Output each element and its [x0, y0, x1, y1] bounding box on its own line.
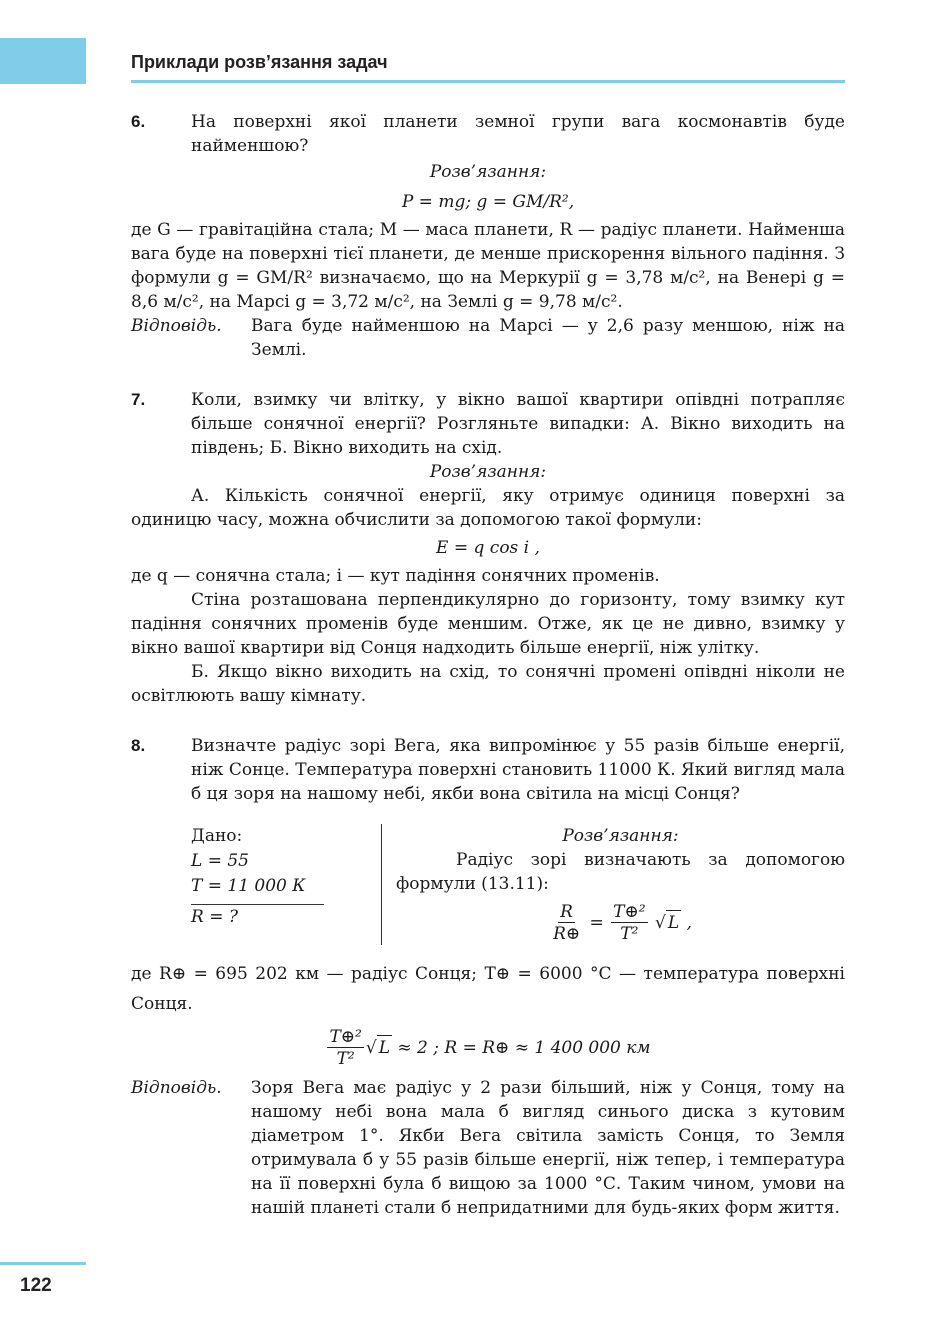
- given-column: [131, 824, 382, 945]
- root-icon: √: [654, 913, 666, 933]
- fraction-t: [327, 1027, 363, 1070]
- fraction-denominator: T²: [336, 1049, 355, 1069]
- solution-text: де G — гравітаційна стала; M — маса планети, R — радіус планети. Найменша вага буде на поверхні тієї планети, де менше прискорення вільного падіння. З формули g = GM/R² визначаємо, що на Меркурії g = 3,78 м/с², на Венері g = 8,6 м/с², на Марсі g = 3,72 м/с², на Землі g = 9,78 м/с².: [131, 220, 845, 312]
- given-label: Дано:: [191, 826, 243, 846]
- given-t: T = 11 000 К: [191, 876, 306, 896]
- formula-tail: ≈ 2 ; R = R⊕ ≈ 1 400 000 км: [397, 1038, 651, 1058]
- fraction-denominator: T²: [620, 924, 639, 944]
- answer-text: Вага буде найменшою на Марсі — у 2,6 разу меншою, ніж на Землі.: [251, 316, 845, 360]
- answer-text: Зоря Вега має радіус у 2 рази більший, ніж у Сонця, тому на нашому небі вона мала б вигляд синього диска з кутовим діаметром 1°. Якби Вега світила замість Сонця, то Земля отримувала б у 55 разів більше енергії, ніж тепер, і температура на її поверхні була б вищою за 1000 °С. Таким чином, умови на нашій планеті стали б непридатними для будь-яких форм життя.: [251, 1078, 845, 1218]
- fraction-r: [551, 902, 582, 945]
- answer-label: Відповідь.: [131, 1078, 222, 1098]
- fraction-numerator: T⊕²: [613, 902, 646, 922]
- formula-radius: $\frac{R}{R\oplus}$ = $\frac{\text{T⊕²}}{\text{T²}}$ √ L ,: [553, 902, 692, 944]
- solution-title: Розв’язання:: [562, 826, 679, 846]
- fraction-denominator: R⊕: [553, 924, 581, 944]
- fraction-numerator: T⊕²: [329, 1027, 362, 1047]
- given-l: L = 55: [191, 851, 249, 871]
- problem-number: 7.: [131, 390, 146, 409]
- formula: P = mg; g = GM/R²,: [401, 192, 575, 212]
- root-argument: L: [666, 910, 681, 935]
- header-tab-decoration: [0, 38, 86, 84]
- fraction-numerator: R: [560, 902, 573, 922]
- definitions: де q — сонячна стала; i — кут падіння сонячних променів.: [131, 566, 660, 586]
- answer-label: Відповідь.: [131, 316, 222, 336]
- page-content: [131, 110, 845, 1220]
- root-argument: L: [377, 1035, 392, 1060]
- fraction-t: [611, 902, 647, 945]
- problem-number: 6.: [131, 112, 146, 131]
- formula-result: [131, 1027, 845, 1070]
- section-title: Приклади розв’язання задач: [131, 52, 388, 72]
- paragraph-a: А. Кількість сонячної енергії, яку отримує одиниця поверхні за одиницю часу, можна обчислити за допомогою такої формули:: [131, 486, 845, 530]
- footer-rule: [0, 1262, 86, 1265]
- problem-question: Коли, взимку чи влітку, у вікно вашої квартири опівдні потрапляє більше сонячної енергії? Розгляньте випадки: А. Вікно виходить на південь; Б. Вікно виходить на схід.: [191, 390, 845, 458]
- header-rule: [131, 80, 845, 83]
- given-solution-block: [131, 824, 845, 945]
- problem-8: [131, 734, 845, 806]
- solution-column: [382, 824, 845, 945]
- answer: [131, 1076, 845, 1220]
- page-number: 122: [20, 1275, 52, 1296]
- problem-question: На поверхні якої планети земної групи вага космонавтів буде найменшою?: [191, 112, 845, 156]
- definitions: де R⊕ = 695 202 км — радіус Сонця; T⊕ = 6000 °С — температура поверхні Сонця.: [131, 964, 845, 1014]
- solution-title: Розв’язання:: [429, 162, 547, 182]
- solution-text: Радіус зорі визначають за допомогою формули (13.11):: [396, 850, 845, 894]
- root-icon: √: [365, 1038, 377, 1058]
- formula: E = q cos i ,: [436, 538, 540, 558]
- paragraph-b: Б. Якщо вікно виходить на схід, то сонячні промені опівдні ніколи не освітлюють вашу кімнату.: [131, 662, 845, 706]
- answer: [131, 314, 845, 362]
- problem-7: [131, 388, 845, 460]
- problem-6: [131, 110, 845, 158]
- find-value: R = ?: [191, 907, 238, 927]
- paragraph-wall: Стіна розташована перпендикулярно до горизонту, тому взимку кут падіння сонячних променів буде меншим. Отже, як це не дивно, взимку у вікно вашої квартири від Сонця надходить більше енергії, ніж улітку.: [131, 590, 845, 658]
- problem-question: Визначте радіус зорі Вега, яка випромінює у 55 разів більше енергії, ніж Сонце. Температура поверхні становить 11000 К. Який вигляд мала б ця зоря на нашому небі, якби вона світила на місці Сонця?: [191, 736, 845, 804]
- solution-title: Розв’язання:: [429, 462, 547, 482]
- problem-number: 8.: [131, 736, 146, 755]
